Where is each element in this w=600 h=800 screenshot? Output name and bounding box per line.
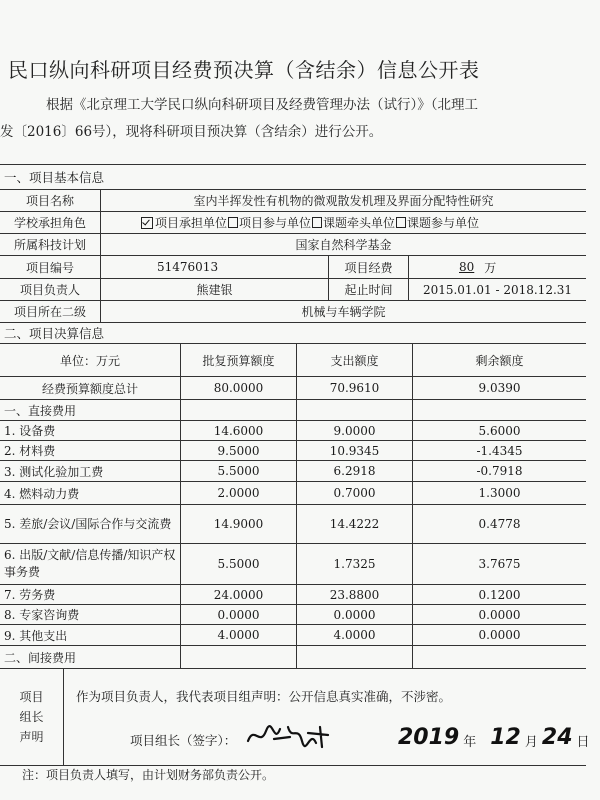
declaration-label-line: 项目 [19,690,44,704]
sign-date [398,725,590,750]
unit-header: 单位：万元 [59,353,120,368]
sign-year-unit: 年 [463,735,477,750]
sign-year: 2019 [398,725,460,750]
intro-line-1: 根据《北京理工大学民口纵向科研项目及经费管理办法（试行）》（北理工 [46,97,478,113]
role-option-2: 项目参与单位 [239,216,312,230]
table-row [0,504,586,543]
item-approved: 24.0000 [180,585,296,604]
code-label: 项目编号 [25,260,74,275]
fund-unit: 万 [484,260,497,275]
code-value: 51476013 [100,256,328,278]
intro-paragraph [0,92,596,146]
school-role-options [100,212,586,233]
section-settle-label: 二、项目决算信息 [4,326,105,341]
checkbox-empty-icon [396,217,406,228]
code-fund-row [0,255,586,278]
declaration-label [0,669,64,765]
sign-day: 24 [541,725,573,750]
direct-cost-row [0,399,586,420]
fund-value-cell [408,256,586,278]
handwritten-signature [244,721,334,751]
dept-label: 项目所在二级 [13,305,86,319]
project-name-label: 项目名称 [25,194,74,208]
item-approved: 14.9000 [180,505,296,543]
item-approved: 4.0000 [180,625,296,645]
checkbox-empty-icon [312,217,322,228]
item-spent: 1.7325 [296,544,412,584]
remaining-header: 剩余额度 [412,344,586,376]
school-role-label: 学校承担角色 [13,216,86,230]
fund-value: 80 [459,260,475,274]
item-remaining: 0.0000 [412,625,586,645]
section-settle-row [0,322,586,343]
declaration-label-line: 组长 [19,710,44,724]
role-option-4: 课题参与单位 [407,216,480,230]
leader-period-row [0,278,586,300]
item-remaining: 0.4778 [412,505,586,543]
item-remaining: -0.7918 [412,461,586,481]
empty-cell [412,646,586,668]
dept-value: 机械与车辆学院 [100,301,586,322]
item-approved: 0.0000 [180,605,296,624]
item-remaining: 3.7675 [412,544,586,584]
footer-note: 注：项目负责人填写，由计划财务部负责公开。 [22,768,275,782]
total-remaining: 9.0390 [412,377,586,399]
plan-row [0,233,586,255]
item-label: 3. 测试化验加工费 [4,464,104,479]
plan-label: 所属科技计划 [13,238,86,252]
declaration-block [0,668,590,766]
project-name-row [0,189,586,211]
sign-month-unit: 月 [524,735,538,750]
item-label: 8. 专家咨询费 [4,608,80,622]
item-spent: 10.9345 [296,441,412,460]
dept-row [0,300,586,322]
item-spent: 6.2918 [296,461,412,481]
item-label: 6. 出版/文献/信息传播/知识产权事务费 [4,548,176,579]
indirect-cost-row [0,645,586,668]
table-row [0,604,586,624]
direct-cost-label: 一、直接费用 [4,403,77,418]
checkbox-empty-icon [228,217,238,228]
project-name-value: 室内半挥发性有机物的微观散发机理及界面分配特性研究 [100,190,586,211]
role-option-3: 课题牵头单位 [323,216,396,230]
empty-cell [180,400,296,420]
empty-cell [296,646,412,668]
declaration-text: 作为项目负责人，我代表项目组声明：公开信息真实准确，不涉密。 [76,689,452,704]
empty-cell [412,400,586,420]
total-label: 经费预算额度总计 [41,381,138,396]
item-remaining: 5.6000 [412,421,586,440]
declaration-label-line: 声明 [19,730,44,744]
role-option-1: 项目承担单位 [155,216,228,230]
table-row [0,420,586,440]
sign-month: 12 [490,725,521,750]
fund-label: 项目经费 [328,256,408,278]
item-spent: 9.0000 [296,421,412,440]
signer-label: 项目组长（签字）： [130,733,237,748]
table-row [0,584,586,604]
total-spent: 70.9610 [296,377,412,399]
section-basic-row [0,164,586,189]
item-remaining: 0.0000 [412,605,586,624]
item-spent: 4.0000 [296,625,412,645]
school-role-row [0,211,586,233]
empty-cell [296,400,412,420]
item-label: 5. 差旅/会议/国际合作与交流费 [4,516,172,531]
plan-value: 国家自然科学基金 [100,234,586,255]
item-spent: 14.4222 [296,505,412,543]
item-label: 1. 设备费 [4,424,56,438]
item-approved: 5.5000 [180,544,296,584]
leader-value: 熊建银 [100,279,328,300]
page-title: 民口纵向科研项目经费预决算（含结余）信息公开表 [8,58,480,82]
indirect-cost-label: 二、间接费用 [4,650,77,665]
table-row [0,624,586,645]
item-label: 4. 燃料动力费 [4,486,80,501]
info-table [0,164,590,766]
empty-cell [180,646,296,668]
table-row [0,440,586,460]
item-label: 7. 劳务费 [4,588,56,602]
item-approved: 5.5000 [180,461,296,481]
period-value: 2015.01.01 - 2018.12.31 [408,279,586,300]
table-row [0,481,586,504]
item-spent: 0.7000 [296,482,412,504]
item-remaining: -1.4345 [412,441,586,460]
item-remaining: 0.1200 [412,585,586,604]
total-row [0,376,586,399]
item-label: 9. 其他支出 [4,628,68,643]
checkbox-checked-icon [141,217,153,229]
total-approved: 80.0000 [180,377,296,399]
sign-day-unit: 日 [576,735,590,750]
period-label: 起止时间 [328,279,408,300]
item-label: 2. 材料费 [4,444,56,458]
item-spent: 0.0000 [296,605,412,624]
approved-header: 批复预算额度 [180,344,296,376]
item-spent: 23.8800 [296,585,412,604]
intro-line-2: 发〔2016〕66号），现将科研项目预决算（含结余）进行公开。 [0,124,383,140]
table-row [0,543,586,584]
table-row [0,460,586,481]
spent-header: 支出额度 [296,344,412,376]
item-approved: 2.0000 [180,482,296,504]
settle-header-row [0,343,586,376]
item-approved: 9.5000 [180,441,296,460]
item-approved: 14.6000 [180,421,296,440]
section-basic-label: 一、项目基本信息 [4,170,105,185]
leader-label: 项目负责人 [19,283,80,297]
item-remaining: 1.3000 [412,482,586,504]
